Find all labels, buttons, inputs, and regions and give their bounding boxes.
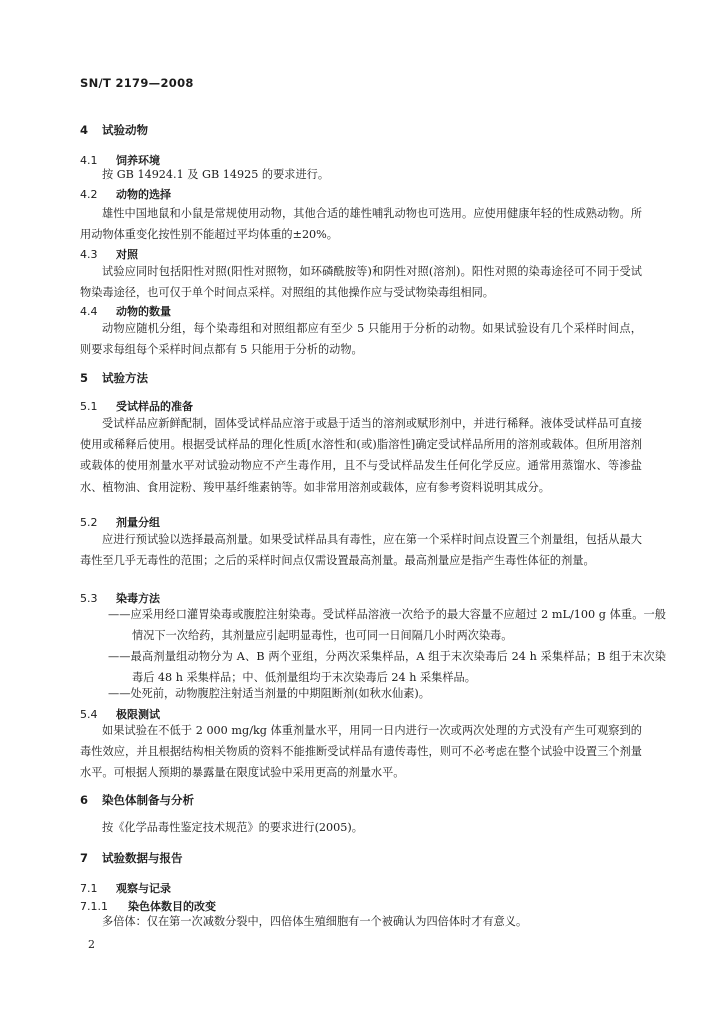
section-title: 试验方法 — [102, 371, 148, 385]
section-title: 受试样品的准备 — [116, 400, 193, 413]
section-number: 5 — [80, 371, 89, 385]
section-title: 动物的选择 — [116, 188, 171, 201]
section-number: 7 — [80, 851, 89, 865]
section-number: 6 — [80, 793, 89, 807]
section-number: 4.1 — [80, 154, 98, 167]
section-6-paragraph: 按《化学品毒性鉴定技术规范》的要求进行(2005)。 — [102, 821, 363, 834]
section-5-2-paragraph: 应进行预试验以选择最高剂量。如果受试样品具有毒性，应在第一个采样时间点设置三个剂量组，包括从最大毒性至几乎无毒性的范围；之后的采样时间点仅需设置最高剂量。最高剂量应是指产生毒性体征的剂量。 — [80, 533, 642, 568]
section-7-1-heading — [80, 880, 171, 896]
section-4-4-paragraph: 动物应随机分组，每个染毒组和对照组都应有至少 5 只能用于分析的动物。如果试验设有几个采样时间点，则要求每组每个采样时间点都有 5 只能用于分析的动物。 — [80, 322, 642, 357]
section-6-heading — [80, 792, 194, 808]
section-7-heading — [80, 850, 183, 866]
section-number: 4 — [80, 123, 89, 137]
section-5-1-heading — [80, 398, 193, 414]
section-title: 试验动物 — [102, 123, 148, 137]
section-number: 5.2 — [80, 516, 98, 529]
section-title: 对照 — [116, 248, 138, 261]
section-number: 5.3 — [80, 592, 98, 605]
dosing-list-item: ——应采用经口灌胃染毒或腹腔注射染毒。受试样品溶液一次给予的最大容量不应超过 2 mL/100 g 体重。一般情况下一次给药，其剂量应引起明显毒性，也可同一日间隔几小时两次染毒。 — [108, 608, 666, 643]
section-5-heading — [80, 370, 148, 386]
dosing-list-item: ——最高剂量组动物分为 A、B 两个亚组，分两次采集样品，A 组于末次染毒后 24 h 采集样品；B 组于末次染毒后 48 h 采集样品；中、低剂量组均于末次染毒后 24 h 采集样品。 — [108, 650, 666, 685]
section-4-3-heading — [80, 246, 138, 262]
section-4-2-heading — [80, 186, 171, 202]
section-4-3-paragraph: 试验应同时包括阳性对照(阳性对照物，如环磷酰胺等)和阴性对照(溶剂)。阳性对照的染毒途径可不同于受试物染毒途径，也可仅于单个时间点采样。对照组的其他操作应与受试物染毒组相同。 — [80, 265, 642, 300]
section-title: 染毒方法 — [116, 592, 160, 605]
section-number: 4.4 — [80, 305, 98, 318]
dosing-list-item: ——处死前，动物腹腔注射适当剂量的中期阻断剂(如秋水仙素)。 — [108, 687, 430, 700]
section-4-4-heading — [80, 303, 171, 319]
section-4-heading — [80, 122, 148, 138]
section-4-2-paragraph: 雄性中国地鼠和小鼠是常规使用动物，其他合适的雄性哺乳动物也可选用。应使用健康年轻的性成熟动物。所用动物体重变化按性别不能超过平均体重的±20%。 — [80, 207, 642, 242]
section-title: 饲养环境 — [116, 154, 160, 167]
section-7-1-1-paragraph: 多倍体：仅在第一次减数分裂中，四倍体生殖细胞有一个被确认为四倍体时才有意义。 — [102, 915, 528, 928]
section-title: 观察与记录 — [116, 882, 171, 895]
section-number: 7.1 — [80, 882, 98, 895]
section-5-4-paragraph: 如果试验在不低于 2 000 mg/kg 体重剂量水平，用同一日内进行一次或两次处理的方式没有产生可观察到的毒性效应，并且根据结构相关物质的资料不能推断受试样品有遗传毒性，则可不必考虑在整个试验中设置三个剂量水平。可根据人预期的暴露量在限度试验中采用更高的剂量水平。 — [80, 724, 642, 780]
section-title: 剂量分组 — [116, 516, 160, 529]
section-title: 动物的数量 — [116, 305, 171, 318]
section-5-2-heading — [80, 514, 160, 530]
section-number: 4.2 — [80, 188, 98, 201]
section-number: 4.3 — [80, 248, 98, 261]
section-number: 5.1 — [80, 400, 98, 413]
section-title: 染色体数目的改变 — [128, 900, 216, 913]
section-4-1-paragraph: 按 GB 14924.1 及 GB 14925 的要求进行。 — [102, 168, 330, 181]
page-number: 2 — [88, 938, 95, 951]
section-number: 5.4 — [80, 708, 98, 721]
section-number: 7.1.1 — [80, 900, 108, 913]
section-5-1-paragraph: 受试样品应新鲜配制，固体受试样品应溶于或悬于适当的溶剂或赋形剂中，并进行稀释。液体受试样品可直接使用或稀释后使用。根据受试样品的理化性质[水溶性和(或)脂溶性]确定受试样品所用的溶剂或载体。但所用溶剂或载体的使用剂量水平对试验动物应不产生毒作用，且不与受试样品发生任何化学反应。通常用蒸馏水、等渗盐水、植物油、食用淀粉、羧甲基纤维素钠等。如非常用溶剂或载体，应有参考资料说明其成分。 — [80, 417, 642, 494]
section-title: 染色体制备与分析 — [102, 793, 194, 807]
section-title: 试验数据与报告 — [102, 851, 183, 865]
section-title: 极限测试 — [116, 708, 160, 721]
standard-number-header: SN/T 2179—2008 — [80, 76, 194, 90]
